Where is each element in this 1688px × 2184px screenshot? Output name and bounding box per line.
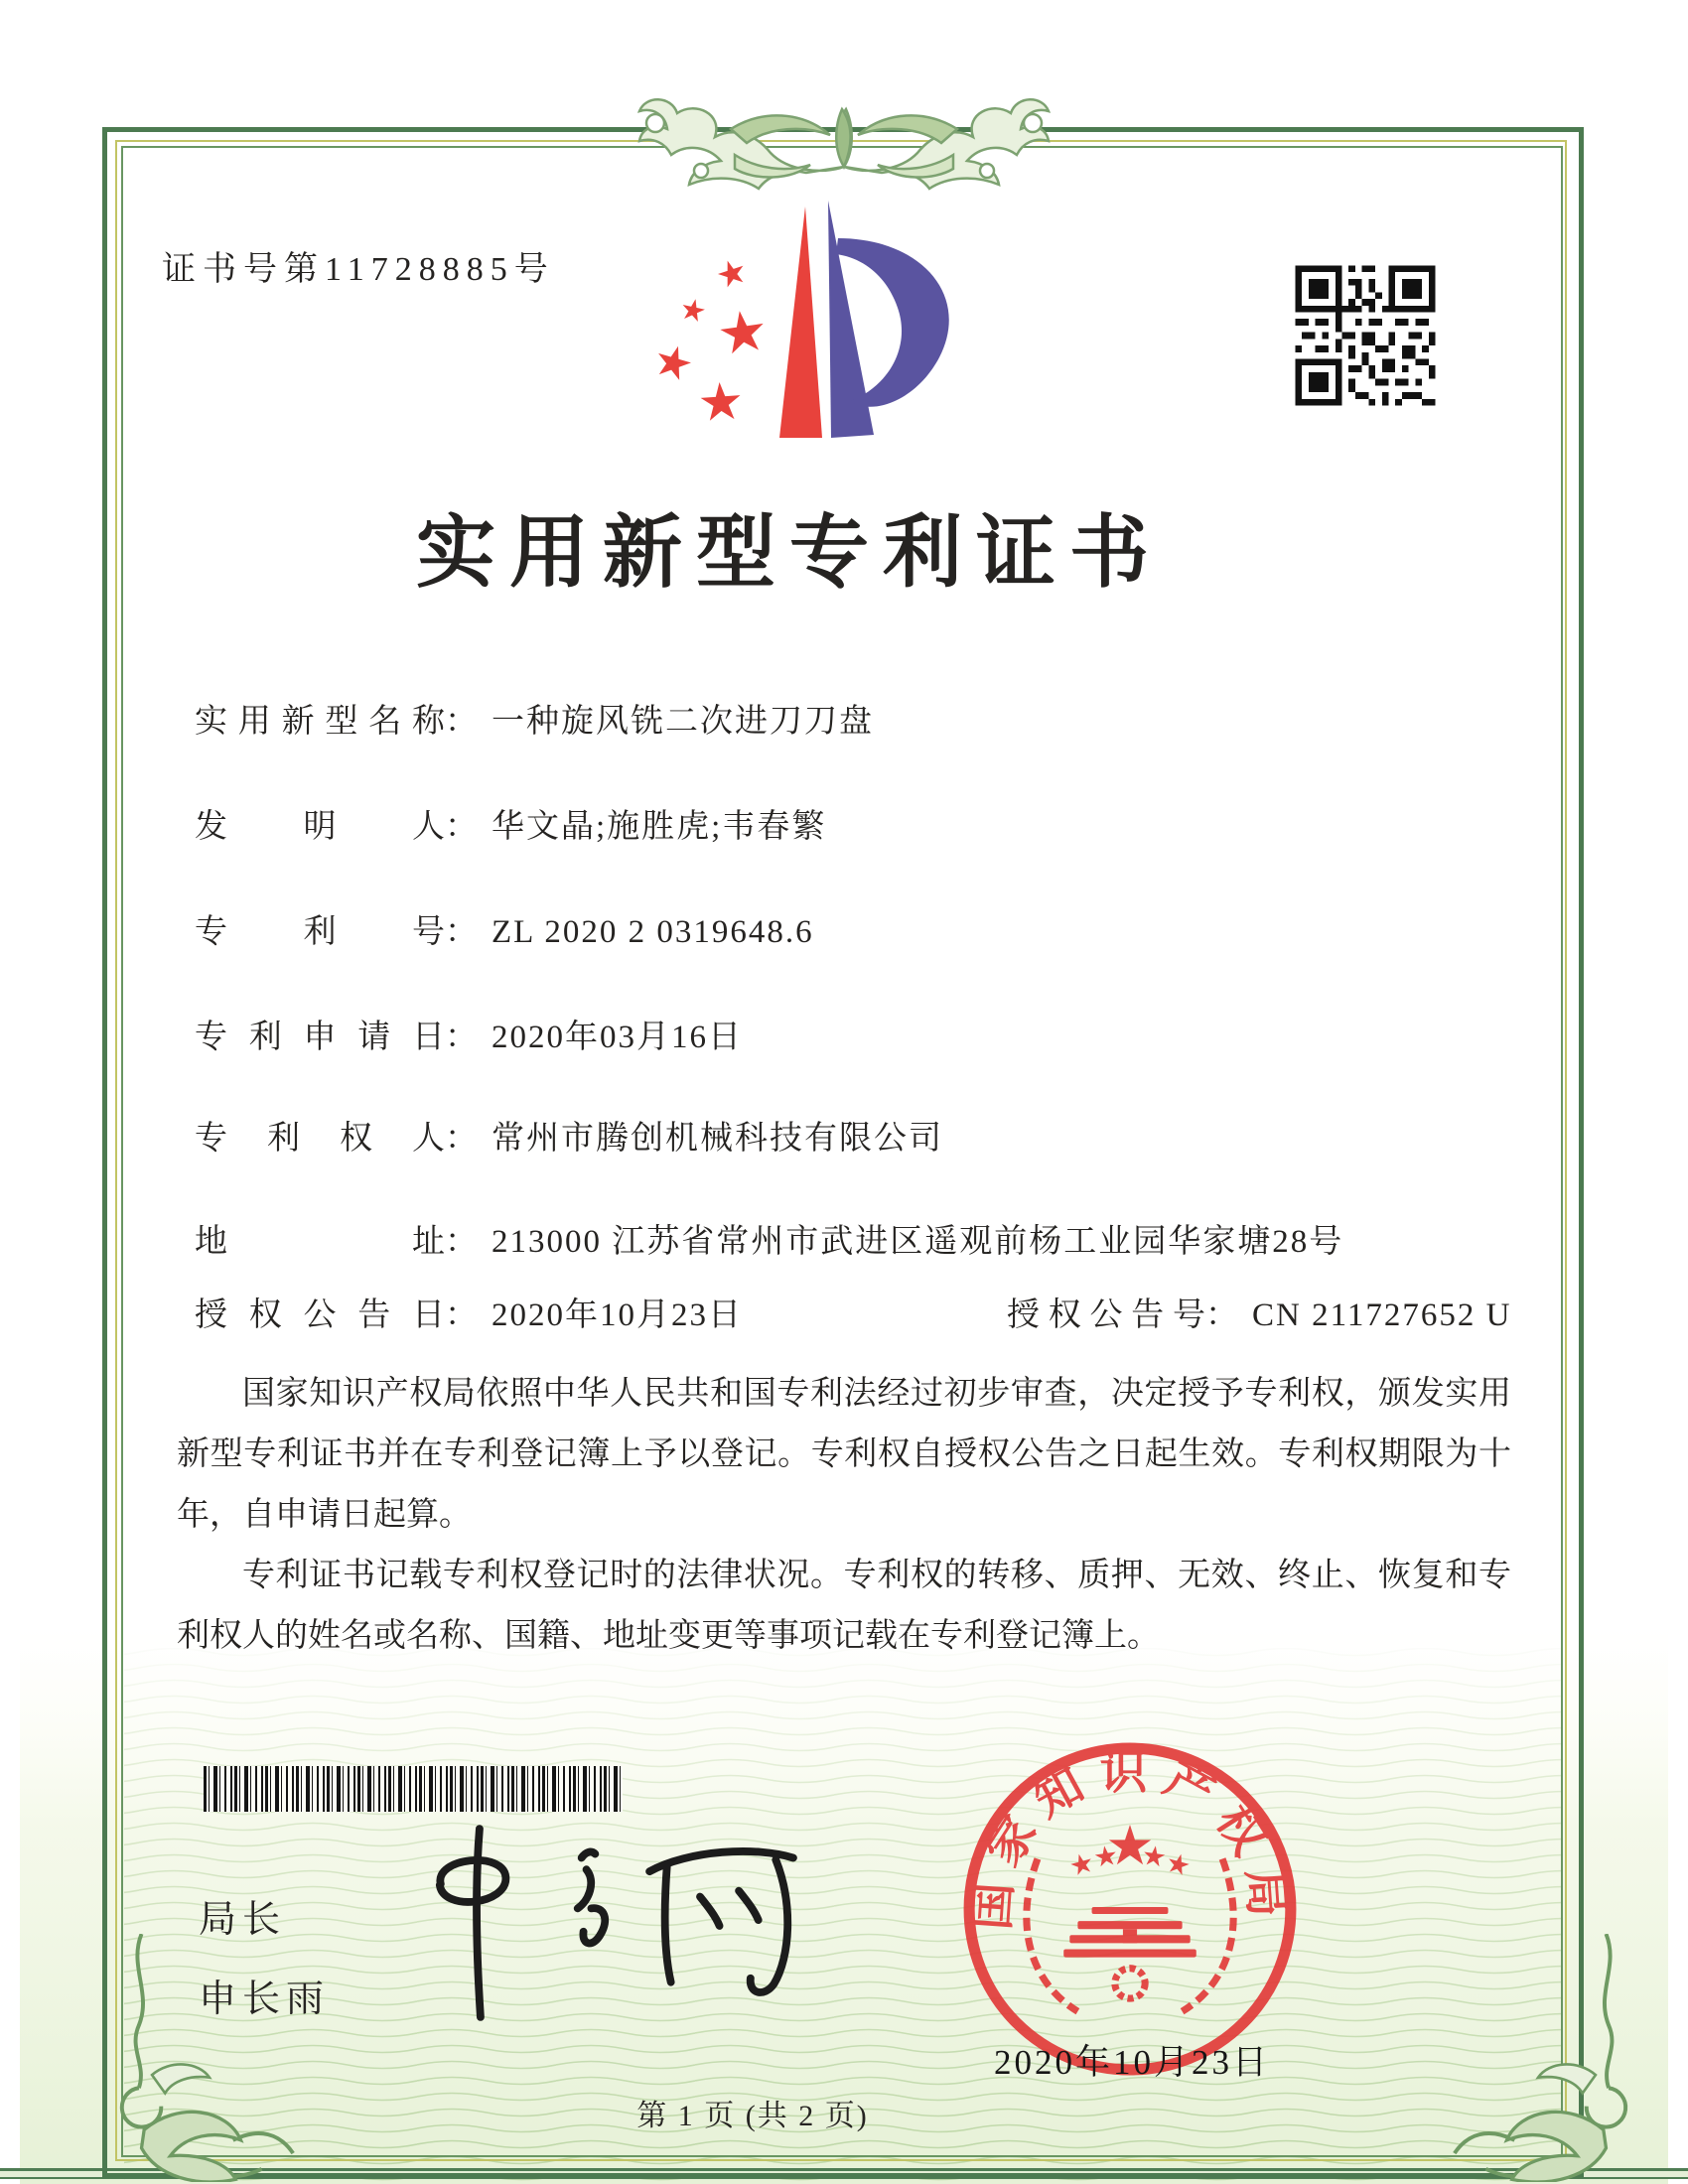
field-value: ZL 2020 2 0319648.6	[492, 914, 814, 950]
national-emblem	[1027, 1825, 1233, 2011]
field-label: 地址	[195, 1224, 445, 1260]
page-number-footer: 第 1 页 (共 2 页)	[636, 2100, 869, 2132]
legal-paragraph-2: 专利证书记载专利权登记时的法律状况。专利权的转移、质押、无效、终止、恢复和专利权人的姓名或名称、国籍、地址变更等事项记载在专利登记簿上。	[177, 1558, 1511, 1654]
field-label: 专利号	[195, 914, 445, 950]
field-row-address: 地址： 213000 江苏省常州市武进区遥观前杨工业园华家塘28号	[195, 1215, 1343, 1262]
signature-graphic	[387, 1809, 834, 2037]
grant-number-label: 授权公告号	[1007, 1297, 1205, 1333]
field-value: 2020年03月16日	[492, 1020, 743, 1055]
barcode	[204, 1766, 623, 1812]
cnipa-patent-logo-icon	[635, 177, 983, 440]
grant-date-label: 授权公告日	[195, 1297, 445, 1333]
qr-code	[1282, 252, 1449, 419]
grant-number-value: CN 211727652 U	[1252, 1297, 1512, 1333]
grant-date-value: 2020年10月23日	[492, 1297, 743, 1333]
field-row-patentee: 专利权人： 常州市腾创机械科技有限公司	[195, 1112, 943, 1159]
grant-number-group: 授权公告号： CN 211727652 U	[1007, 1289, 1511, 1335]
field-label: 实用新型名称	[195, 704, 445, 740]
cnipa-seal	[959, 1738, 1301, 2080]
field-row-inventors: 发明人： 华文晶;施胜虎;韦春繁	[195, 800, 826, 847]
seal-date: 2020年10月23日	[993, 2043, 1270, 2082]
field-row-grant: 授权公告日： 2020年10月23日 授权公告号： CN 211727652 U	[195, 1289, 1515, 1335]
seal-ring-text: 国家知识产权局	[966, 1747, 1294, 1932]
field-row-patent-number: 专利号： ZL 2020 2 0319648.6	[195, 905, 814, 952]
field-value: 常州市腾创机械科技有限公司	[492, 1121, 943, 1157]
field-value: 一种旋风铣二次进刀刀盘	[492, 704, 874, 740]
certificate-number: 证书号第11728885号	[162, 251, 555, 288]
field-label: 专利申请日	[195, 1020, 445, 1055]
commissioner-name: 申长雨	[199, 1979, 331, 2020]
certificate-title: 实用新型专利证书	[416, 510, 1163, 598]
field-row-filing-date: 专利申请日： 2020年03月16日	[195, 1011, 743, 1057]
field-label: 发明人	[195, 809, 445, 845]
field-value: 华文晶;施胜虎;韦春繁	[492, 809, 827, 845]
bottom-right-flourish	[1428, 1934, 1656, 2182]
field-label: 专利权人	[195, 1121, 445, 1157]
legal-text	[177, 1364, 1511, 1667]
commissioner-title: 局长	[199, 1899, 287, 1941]
field-row-name: 实用新型名称： 一种旋风铣二次进刀刀盘	[195, 695, 874, 742]
legal-paragraph-1: 国家知识产权局依照中华人民共和国专利法经过初步审查，决定授予专利权，颁发实用新型专利证书并在专利登记簿上予以登记。专利权自授权公告之日起生效。专利权期限为十年，自申请日起算。	[177, 1376, 1511, 1533]
field-value: 213000 江苏省常州市武进区遥观前杨工业园华家塘28号	[492, 1224, 1344, 1260]
